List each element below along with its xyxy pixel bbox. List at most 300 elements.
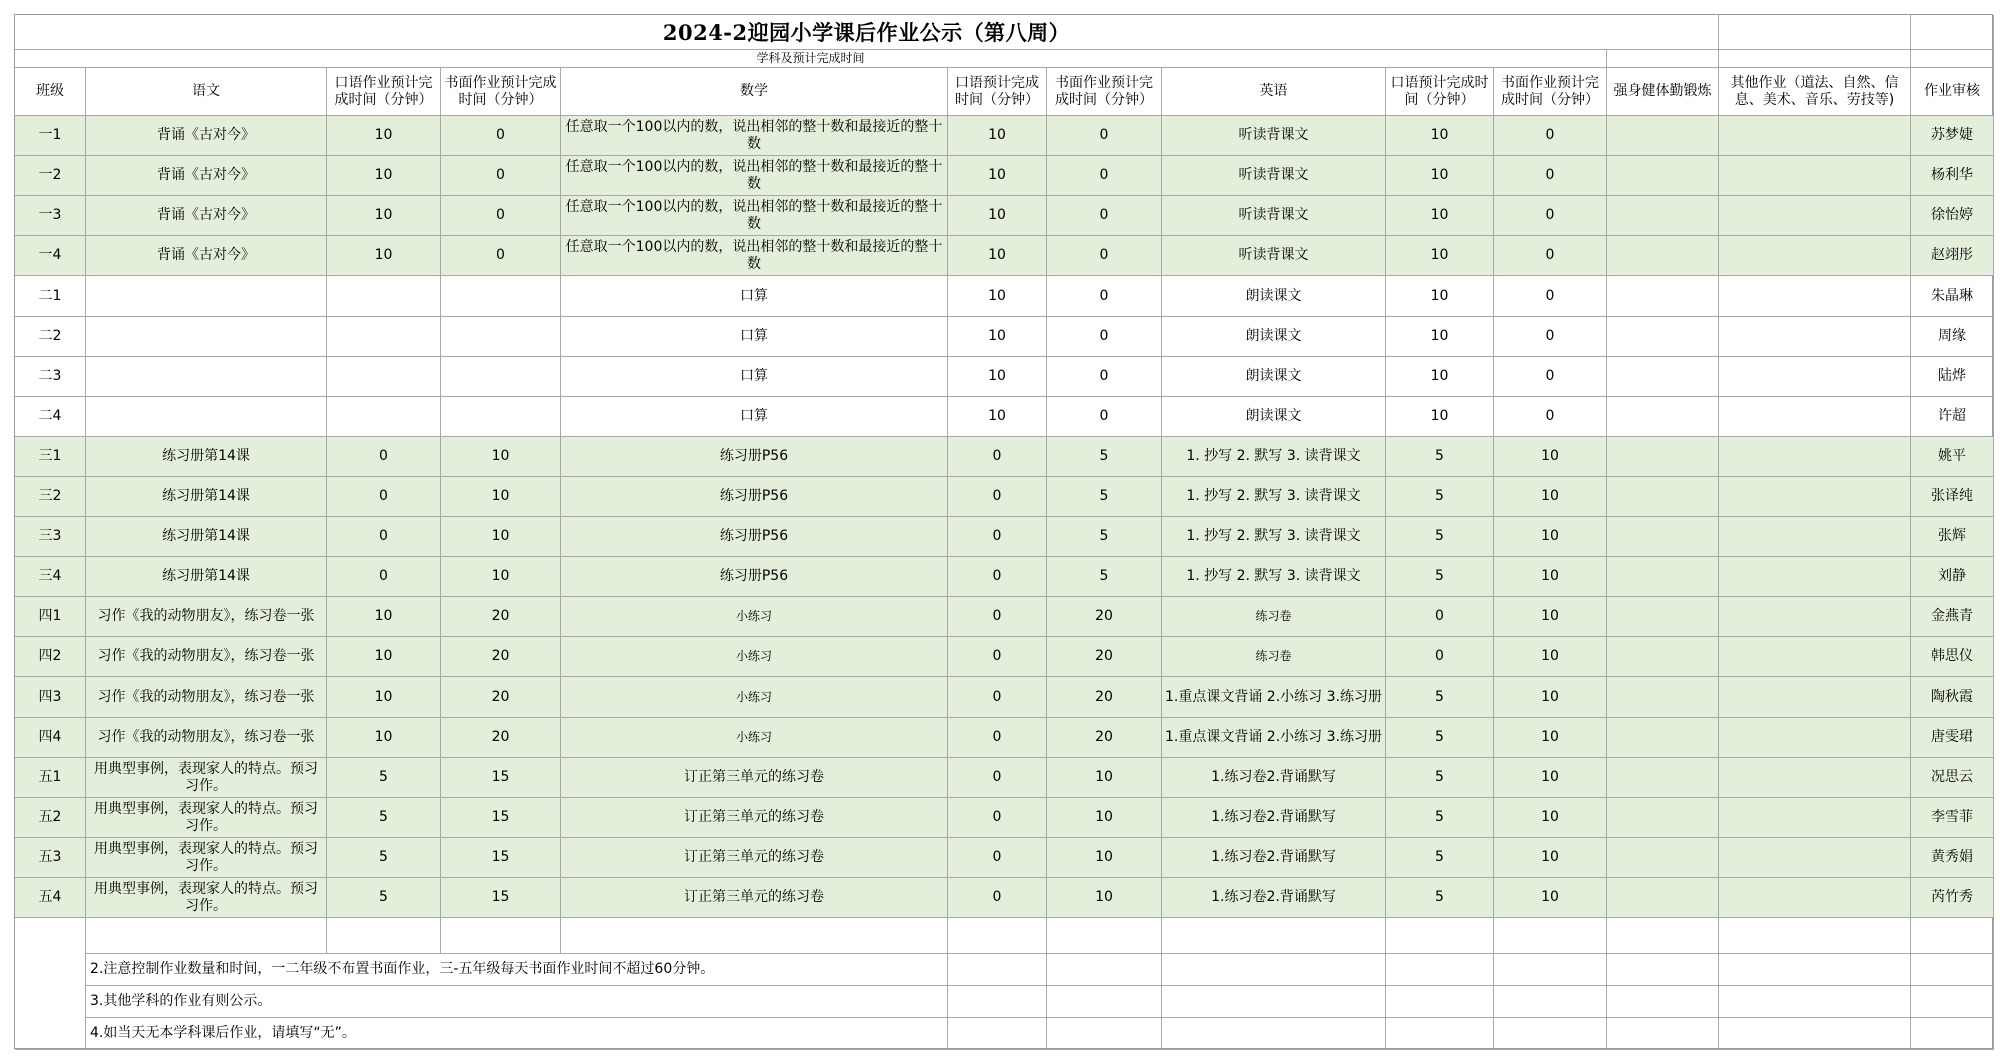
chinese-oral-time[interactable]: 10 xyxy=(327,677,441,718)
empty-cell[interactable] xyxy=(1047,918,1162,954)
reviewer-name[interactable]: 陆烨 xyxy=(1911,357,1994,397)
class-cell[interactable]: 三2 xyxy=(15,477,86,517)
exercise-cell[interactable] xyxy=(1607,878,1719,918)
math-task[interactable]: 任意取一个100以内的数，说出相邻的整十数和最接近的整十数 xyxy=(561,196,948,236)
chinese-oral-time[interactable]: 10 xyxy=(327,116,441,156)
exercise-cell[interactable] xyxy=(1607,597,1719,637)
other-subjects-cell[interactable] xyxy=(1719,357,1911,397)
english-written-time[interactable]: 0 xyxy=(1494,357,1607,397)
english-written-time[interactable]: 10 xyxy=(1494,878,1607,918)
empty-cell[interactable] xyxy=(948,954,1047,986)
english-task[interactable]: 练习卷 xyxy=(1162,597,1386,637)
math-oral-time[interactable]: 10 xyxy=(948,156,1047,196)
chinese-oral-time[interactable] xyxy=(327,276,441,317)
chinese-oral-time[interactable] xyxy=(327,317,441,357)
math-written-time[interactable]: 5 xyxy=(1047,477,1162,517)
chinese-task[interactable]: 练习册第14课 xyxy=(86,437,327,477)
empty-cell[interactable] xyxy=(1494,1018,1607,1050)
empty-cell[interactable] xyxy=(1162,918,1386,954)
class-cell[interactable]: 一4 xyxy=(15,236,86,276)
chinese-written-time[interactable]: 10 xyxy=(441,477,561,517)
class-cell[interactable]: 二3 xyxy=(15,357,86,397)
empty-cell[interactable] xyxy=(1162,1018,1386,1050)
reviewer-name[interactable]: 韩思仪 xyxy=(1911,637,1994,677)
chinese-written-time[interactable] xyxy=(441,276,561,317)
exercise-cell[interactable] xyxy=(1607,116,1719,156)
english-written-time[interactable]: 0 xyxy=(1494,156,1607,196)
math-written-time[interactable]: 0 xyxy=(1047,276,1162,317)
english-written-time[interactable]: 10 xyxy=(1494,597,1607,637)
chinese-oral-time[interactable]: 5 xyxy=(327,838,441,878)
math-oral-time[interactable]: 10 xyxy=(948,276,1047,317)
chinese-oral-time[interactable] xyxy=(327,357,441,397)
other-subjects-cell[interactable] xyxy=(1719,156,1911,196)
reviewer-name[interactable]: 况思云 xyxy=(1911,758,1994,798)
english-task[interactable]: 练习卷 xyxy=(1162,637,1386,677)
empty-cell[interactable] xyxy=(1911,986,1994,1018)
math-oral-time[interactable]: 0 xyxy=(948,437,1047,477)
english-written-time[interactable]: 10 xyxy=(1494,798,1607,838)
english-task[interactable]: 1. 抄写 2. 默写 3. 读背课文 xyxy=(1162,517,1386,557)
chinese-oral-time[interactable]: 10 xyxy=(327,236,441,276)
empty-cell[interactable] xyxy=(1162,954,1386,986)
empty-cell[interactable] xyxy=(1386,954,1494,986)
math-task[interactable]: 任意取一个100以内的数，说出相邻的整十数和最接近的整十数 xyxy=(561,236,948,276)
math-written-time[interactable]: 10 xyxy=(1047,798,1162,838)
math-written-time[interactable]: 20 xyxy=(1047,597,1162,637)
english-oral-time[interactable]: 10 xyxy=(1386,317,1494,357)
math-oral-time[interactable]: 0 xyxy=(948,878,1047,918)
english-written-time[interactable]: 10 xyxy=(1494,758,1607,798)
exercise-cell[interactable] xyxy=(1607,758,1719,798)
empty-cell[interactable] xyxy=(1047,986,1162,1018)
math-oral-time[interactable]: 0 xyxy=(948,597,1047,637)
chinese-task[interactable]: 用典型事例，表现家人的特点。预习习作。 xyxy=(86,838,327,878)
english-oral-time[interactable]: 5 xyxy=(1386,557,1494,597)
math-written-time[interactable]: 10 xyxy=(1047,758,1162,798)
other-subjects-cell[interactable] xyxy=(1719,196,1911,236)
other-subjects-cell[interactable] xyxy=(1719,758,1911,798)
empty-cell[interactable] xyxy=(1607,1018,1719,1050)
english-oral-time[interactable]: 10 xyxy=(1386,357,1494,397)
math-written-time[interactable]: 0 xyxy=(1047,196,1162,236)
chinese-written-time[interactable]: 15 xyxy=(441,838,561,878)
reviewer-name[interactable]: 金燕青 xyxy=(1911,597,1994,637)
empty-cell[interactable] xyxy=(1386,1018,1494,1050)
math-oral-time[interactable]: 10 xyxy=(948,397,1047,437)
english-written-time[interactable]: 0 xyxy=(1494,116,1607,156)
math-written-time[interactable]: 5 xyxy=(1047,517,1162,557)
chinese-task[interactable] xyxy=(86,317,327,357)
exercise-cell[interactable] xyxy=(1607,637,1719,677)
reviewer-name[interactable]: 苏梦婕 xyxy=(1911,116,1994,156)
english-written-time[interactable]: 10 xyxy=(1494,637,1607,677)
chinese-task[interactable] xyxy=(86,276,327,317)
class-cell[interactable]: 四1 xyxy=(15,597,86,637)
reviewer-name[interactable]: 唐雯珺 xyxy=(1911,718,1994,758)
empty-cell[interactable] xyxy=(1719,954,1911,986)
english-oral-time[interactable]: 10 xyxy=(1386,196,1494,236)
exercise-cell[interactable] xyxy=(1607,838,1719,878)
math-oral-time[interactable]: 0 xyxy=(948,758,1047,798)
empty-cell[interactable] xyxy=(327,918,441,954)
chinese-oral-time[interactable]: 5 xyxy=(327,798,441,838)
class-cell[interactable]: 四4 xyxy=(15,718,86,758)
empty-cell[interactable] xyxy=(1047,954,1162,986)
empty-cell[interactable] xyxy=(1911,918,1994,954)
empty-cell[interactable] xyxy=(948,986,1047,1018)
english-task[interactable]: 1.练习卷2.背诵默写 xyxy=(1162,838,1386,878)
other-subjects-cell[interactable] xyxy=(1719,838,1911,878)
chinese-task[interactable]: 背诵《古对今》 xyxy=(86,156,327,196)
class-cell[interactable]: 三1 xyxy=(15,437,86,477)
english-oral-time[interactable]: 10 xyxy=(1386,156,1494,196)
chinese-task[interactable]: 习作《我的动物朋友》，练习卷一张 xyxy=(86,637,327,677)
other-subjects-cell[interactable] xyxy=(1719,236,1911,276)
class-cell[interactable]: 一3 xyxy=(15,196,86,236)
math-oral-time[interactable]: 10 xyxy=(948,236,1047,276)
empty-cell[interactable] xyxy=(1386,918,1494,954)
math-task[interactable]: 小练习 xyxy=(561,718,948,758)
math-written-time[interactable]: 0 xyxy=(1047,236,1162,276)
chinese-written-time[interactable]: 0 xyxy=(441,196,561,236)
other-subjects-cell[interactable] xyxy=(1719,397,1911,437)
exercise-cell[interactable] xyxy=(1607,196,1719,236)
exercise-cell[interactable] xyxy=(1607,477,1719,517)
chinese-task[interactable] xyxy=(86,397,327,437)
other-subjects-cell[interactable] xyxy=(1719,317,1911,357)
english-task[interactable]: 听读背课文 xyxy=(1162,116,1386,156)
chinese-task[interactable]: 习作《我的动物朋友》，练习卷一张 xyxy=(86,677,327,718)
math-oral-time[interactable]: 0 xyxy=(948,798,1047,838)
reviewer-name[interactable]: 姚平 xyxy=(1911,437,1994,477)
english-task[interactable]: 1.练习卷2.背诵默写 xyxy=(1162,758,1386,798)
other-subjects-cell[interactable] xyxy=(1719,477,1911,517)
chinese-written-time[interactable]: 0 xyxy=(441,116,561,156)
reviewer-name[interactable]: 黄秀娟 xyxy=(1911,838,1994,878)
chinese-written-time[interactable]: 0 xyxy=(441,236,561,276)
chinese-task[interactable]: 用典型事例，表现家人的特点。预习习作。 xyxy=(86,758,327,798)
chinese-written-time[interactable]: 20 xyxy=(441,597,561,637)
math-task[interactable]: 小练习 xyxy=(561,637,948,677)
class-cell[interactable]: 五3 xyxy=(15,838,86,878)
chinese-written-time[interactable]: 20 xyxy=(441,718,561,758)
math-oral-time[interactable]: 0 xyxy=(948,637,1047,677)
exercise-cell[interactable] xyxy=(1607,276,1719,317)
math-task[interactable]: 订正第三单元的练习卷 xyxy=(561,798,948,838)
class-cell[interactable]: 四2 xyxy=(15,637,86,677)
exercise-cell[interactable] xyxy=(1607,798,1719,838)
math-written-time[interactable]: 0 xyxy=(1047,357,1162,397)
chinese-task[interactable]: 习作《我的动物朋友》，练习卷一张 xyxy=(86,718,327,758)
english-task[interactable]: 1.重点课文背诵 2.小练习 3.练习册 xyxy=(1162,677,1386,718)
other-subjects-cell[interactable] xyxy=(1719,437,1911,477)
class-cell[interactable]: 四3 xyxy=(15,677,86,718)
chinese-oral-time[interactable]: 10 xyxy=(327,718,441,758)
math-written-time[interactable]: 20 xyxy=(1047,677,1162,718)
chinese-written-time[interactable] xyxy=(441,397,561,437)
other-subjects-cell[interactable] xyxy=(1719,557,1911,597)
other-subjects-cell[interactable] xyxy=(1719,878,1911,918)
math-task[interactable]: 任意取一个100以内的数，说出相邻的整十数和最接近的整十数 xyxy=(561,156,948,196)
chinese-task[interactable]: 用典型事例，表现家人的特点。预习习作。 xyxy=(86,798,327,838)
math-oral-time[interactable]: 0 xyxy=(948,718,1047,758)
chinese-oral-time[interactable]: 10 xyxy=(327,196,441,236)
reviewer-name[interactable]: 朱晶琳 xyxy=(1911,276,1994,317)
other-subjects-cell[interactable] xyxy=(1719,517,1911,557)
english-oral-time[interactable]: 0 xyxy=(1386,597,1494,637)
reviewer-name[interactable]: 芮竹秀 xyxy=(1911,878,1994,918)
math-oral-time[interactable]: 10 xyxy=(948,317,1047,357)
empty-cell[interactable] xyxy=(1494,954,1607,986)
empty-cell[interactable] xyxy=(1719,50,1911,68)
chinese-oral-time[interactable]: 10 xyxy=(327,156,441,196)
other-subjects-cell[interactable] xyxy=(1719,637,1911,677)
english-oral-time[interactable]: 5 xyxy=(1386,718,1494,758)
chinese-written-time[interactable]: 20 xyxy=(441,637,561,677)
english-oral-time[interactable]: 5 xyxy=(1386,838,1494,878)
chinese-task[interactable]: 习作《我的动物朋友》，练习卷一张 xyxy=(86,597,327,637)
empty-cell[interactable] xyxy=(561,918,948,954)
empty-cell[interactable] xyxy=(1162,986,1386,1018)
english-task[interactable]: 1.练习卷2.背诵默写 xyxy=(1162,798,1386,838)
english-task[interactable]: 1.重点课文背诵 2.小练习 3.练习册 xyxy=(1162,718,1386,758)
math-task[interactable]: 口算 xyxy=(561,317,948,357)
exercise-cell[interactable] xyxy=(1607,236,1719,276)
empty-cell[interactable] xyxy=(441,918,561,954)
math-task[interactable]: 口算 xyxy=(561,357,948,397)
chinese-written-time[interactable]: 20 xyxy=(441,677,561,718)
empty-cell[interactable] xyxy=(948,1018,1047,1050)
math-oral-time[interactable]: 0 xyxy=(948,838,1047,878)
math-oral-time[interactable]: 0 xyxy=(948,557,1047,597)
empty-cell[interactable] xyxy=(1607,986,1719,1018)
empty-cell[interactable] xyxy=(1911,15,1994,50)
english-oral-time[interactable]: 10 xyxy=(1386,116,1494,156)
english-oral-time[interactable]: 10 xyxy=(1386,276,1494,317)
math-task[interactable]: 练习册P56 xyxy=(561,517,948,557)
exercise-cell[interactable] xyxy=(1607,557,1719,597)
reviewer-name[interactable]: 李雪菲 xyxy=(1911,798,1994,838)
english-task[interactable]: 朗读课文 xyxy=(1162,317,1386,357)
math-oral-time[interactable]: 10 xyxy=(948,357,1047,397)
english-task[interactable]: 听读背课文 xyxy=(1162,236,1386,276)
math-task[interactable]: 小练习 xyxy=(561,677,948,718)
chinese-written-time[interactable] xyxy=(441,357,561,397)
chinese-task[interactable]: 背诵《古对今》 xyxy=(86,196,327,236)
chinese-oral-time[interactable]: 0 xyxy=(327,557,441,597)
english-oral-time[interactable]: 10 xyxy=(1386,236,1494,276)
reviewer-name[interactable]: 陶秋霞 xyxy=(1911,677,1994,718)
math-task[interactable]: 小练习 xyxy=(561,597,948,637)
english-written-time[interactable]: 10 xyxy=(1494,517,1607,557)
chinese-task[interactable]: 练习册第14课 xyxy=(86,557,327,597)
other-subjects-cell[interactable] xyxy=(1719,597,1911,637)
chinese-oral-time[interactable]: 5 xyxy=(327,758,441,798)
math-oral-time[interactable]: 0 xyxy=(948,677,1047,718)
chinese-oral-time[interactable] xyxy=(327,397,441,437)
empty-cell[interactable] xyxy=(1494,986,1607,1018)
math-task[interactable]: 订正第三单元的练习卷 xyxy=(561,878,948,918)
empty-cell[interactable] xyxy=(1607,50,1719,68)
class-cell[interactable]: 二2 xyxy=(15,317,86,357)
chinese-written-time[interactable] xyxy=(441,317,561,357)
english-written-time[interactable]: 10 xyxy=(1494,557,1607,597)
chinese-written-time[interactable]: 10 xyxy=(441,437,561,477)
class-cell[interactable]: 三4 xyxy=(15,557,86,597)
exercise-cell[interactable] xyxy=(1607,517,1719,557)
exercise-cell[interactable] xyxy=(1607,156,1719,196)
chinese-oral-time[interactable]: 0 xyxy=(327,437,441,477)
other-subjects-cell[interactable] xyxy=(1719,718,1911,758)
chinese-task[interactable]: 背诵《古对今》 xyxy=(86,236,327,276)
exercise-cell[interactable] xyxy=(1607,317,1719,357)
english-written-time[interactable]: 10 xyxy=(1494,838,1607,878)
english-written-time[interactable]: 10 xyxy=(1494,718,1607,758)
empty-cell[interactable] xyxy=(86,918,327,954)
chinese-written-time[interactable]: 15 xyxy=(441,798,561,838)
exercise-cell[interactable] xyxy=(1607,677,1719,718)
math-task[interactable]: 任意取一个100以内的数，说出相邻的整十数和最接近的整十数 xyxy=(561,116,948,156)
class-cell[interactable]: 三3 xyxy=(15,517,86,557)
chinese-oral-time[interactable]: 0 xyxy=(327,517,441,557)
class-cell[interactable]: 二1 xyxy=(15,276,86,317)
english-task[interactable]: 朗读课文 xyxy=(1162,397,1386,437)
empty-cell[interactable] xyxy=(948,918,1047,954)
chinese-written-time[interactable]: 10 xyxy=(441,517,561,557)
chinese-task[interactable]: 背诵《古对今》 xyxy=(86,116,327,156)
class-cell[interactable]: 五2 xyxy=(15,798,86,838)
reviewer-name[interactable]: 刘静 xyxy=(1911,557,1994,597)
empty-cell[interactable] xyxy=(1719,986,1911,1018)
math-task[interactable]: 订正第三单元的练习卷 xyxy=(561,758,948,798)
english-oral-time[interactable]: 5 xyxy=(1386,677,1494,718)
english-written-time[interactable]: 0 xyxy=(1494,196,1607,236)
chinese-oral-time[interactable]: 10 xyxy=(327,597,441,637)
english-written-time[interactable]: 0 xyxy=(1494,236,1607,276)
chinese-oral-time[interactable]: 0 xyxy=(327,477,441,517)
english-task[interactable]: 1.练习卷2.背诵默写 xyxy=(1162,878,1386,918)
reviewer-name[interactable]: 许超 xyxy=(1911,397,1994,437)
other-subjects-cell[interactable] xyxy=(1719,276,1911,317)
english-oral-time[interactable]: 5 xyxy=(1386,477,1494,517)
english-oral-time[interactable]: 10 xyxy=(1386,397,1494,437)
english-task[interactable]: 听读背课文 xyxy=(1162,196,1386,236)
english-written-time[interactable]: 10 xyxy=(1494,677,1607,718)
math-task[interactable]: 练习册P56 xyxy=(561,557,948,597)
chinese-written-time[interactable]: 15 xyxy=(441,758,561,798)
math-written-time[interactable]: 5 xyxy=(1047,437,1162,477)
other-subjects-cell[interactable] xyxy=(1719,677,1911,718)
class-cell[interactable]: 五4 xyxy=(15,878,86,918)
english-written-time[interactable]: 0 xyxy=(1494,317,1607,357)
class-cell[interactable]: 五1 xyxy=(15,758,86,798)
chinese-oral-time[interactable]: 10 xyxy=(327,637,441,677)
english-oral-time[interactable]: 5 xyxy=(1386,437,1494,477)
english-oral-time[interactable]: 5 xyxy=(1386,878,1494,918)
empty-cell[interactable] xyxy=(1494,918,1607,954)
english-oral-time[interactable]: 5 xyxy=(1386,517,1494,557)
math-task[interactable]: 口算 xyxy=(561,397,948,437)
exercise-cell[interactable] xyxy=(1607,437,1719,477)
math-oral-time[interactable]: 0 xyxy=(948,477,1047,517)
reviewer-name[interactable]: 张译纯 xyxy=(1911,477,1994,517)
math-oral-time[interactable]: 10 xyxy=(948,116,1047,156)
empty-cell[interactable] xyxy=(1911,1018,1994,1050)
english-task[interactable]: 听读背课文 xyxy=(1162,156,1386,196)
math-written-time[interactable]: 5 xyxy=(1047,557,1162,597)
chinese-oral-time[interactable]: 5 xyxy=(327,878,441,918)
other-subjects-cell[interactable] xyxy=(1719,116,1911,156)
class-cell[interactable]: 一1 xyxy=(15,116,86,156)
exercise-cell[interactable] xyxy=(1607,357,1719,397)
chinese-written-time[interactable]: 10 xyxy=(441,557,561,597)
class-cell[interactable]: 二4 xyxy=(15,397,86,437)
reviewer-name[interactable]: 赵翊彤 xyxy=(1911,236,1994,276)
chinese-written-time[interactable]: 15 xyxy=(441,878,561,918)
reviewer-name[interactable]: 徐怡婷 xyxy=(1911,196,1994,236)
chinese-written-time[interactable]: 0 xyxy=(441,156,561,196)
math-written-time[interactable]: 20 xyxy=(1047,718,1162,758)
exercise-cell[interactable] xyxy=(1607,397,1719,437)
math-task[interactable]: 练习册P56 xyxy=(561,437,948,477)
math-written-time[interactable]: 10 xyxy=(1047,878,1162,918)
english-task[interactable]: 朗读课文 xyxy=(1162,276,1386,317)
exercise-cell[interactable] xyxy=(1607,718,1719,758)
math-task[interactable]: 练习册P56 xyxy=(561,477,948,517)
math-task[interactable]: 订正第三单元的练习卷 xyxy=(561,838,948,878)
math-written-time[interactable]: 0 xyxy=(1047,116,1162,156)
math-written-time[interactable]: 20 xyxy=(1047,637,1162,677)
empty-cell[interactable] xyxy=(1607,918,1719,954)
empty-cell[interactable] xyxy=(1386,986,1494,1018)
chinese-task[interactable] xyxy=(86,357,327,397)
empty-cell[interactable] xyxy=(1719,1018,1911,1050)
english-oral-time[interactable]: 0 xyxy=(1386,637,1494,677)
english-oral-time[interactable]: 5 xyxy=(1386,758,1494,798)
english-oral-time[interactable]: 5 xyxy=(1386,798,1494,838)
empty-cell[interactable] xyxy=(1911,954,1994,986)
chinese-task[interactable]: 练习册第14课 xyxy=(86,517,327,557)
empty-cell[interactable] xyxy=(1607,954,1719,986)
math-written-time[interactable]: 0 xyxy=(1047,317,1162,357)
other-subjects-cell[interactable] xyxy=(1719,798,1911,838)
chinese-task[interactable]: 用典型事例，表现家人的特点。预习习作。 xyxy=(86,878,327,918)
english-written-time[interactable]: 0 xyxy=(1494,276,1607,317)
class-cell[interactable]: 一2 xyxy=(15,156,86,196)
math-oral-time[interactable]: 0 xyxy=(948,517,1047,557)
reviewer-name[interactable]: 杨利华 xyxy=(1911,156,1994,196)
empty-cell[interactable] xyxy=(1911,50,1994,68)
math-oral-time[interactable]: 10 xyxy=(948,196,1047,236)
reviewer-name[interactable]: 张辉 xyxy=(1911,517,1994,557)
reviewer-name[interactable]: 周缘 xyxy=(1911,317,1994,357)
math-task[interactable]: 口算 xyxy=(561,276,948,317)
english-task[interactable]: 1. 抄写 2. 默写 3. 读背课文 xyxy=(1162,477,1386,517)
english-written-time[interactable]: 0 xyxy=(1494,397,1607,437)
math-written-time[interactable]: 10 xyxy=(1047,838,1162,878)
empty-cell[interactable] xyxy=(1047,1018,1162,1050)
math-written-time[interactable]: 0 xyxy=(1047,397,1162,437)
english-task[interactable]: 1. 抄写 2. 默写 3. 读背课文 xyxy=(1162,557,1386,597)
english-task[interactable]: 1. 抄写 2. 默写 3. 读背课文 xyxy=(1162,437,1386,477)
english-written-time[interactable]: 10 xyxy=(1494,477,1607,517)
english-task[interactable]: 朗读课文 xyxy=(1162,357,1386,397)
chinese-task[interactable]: 练习册第14课 xyxy=(86,477,327,517)
english-written-time[interactable]: 10 xyxy=(1494,437,1607,477)
math-written-time[interactable]: 0 xyxy=(1047,156,1162,196)
empty-cell[interactable] xyxy=(1719,918,1911,954)
